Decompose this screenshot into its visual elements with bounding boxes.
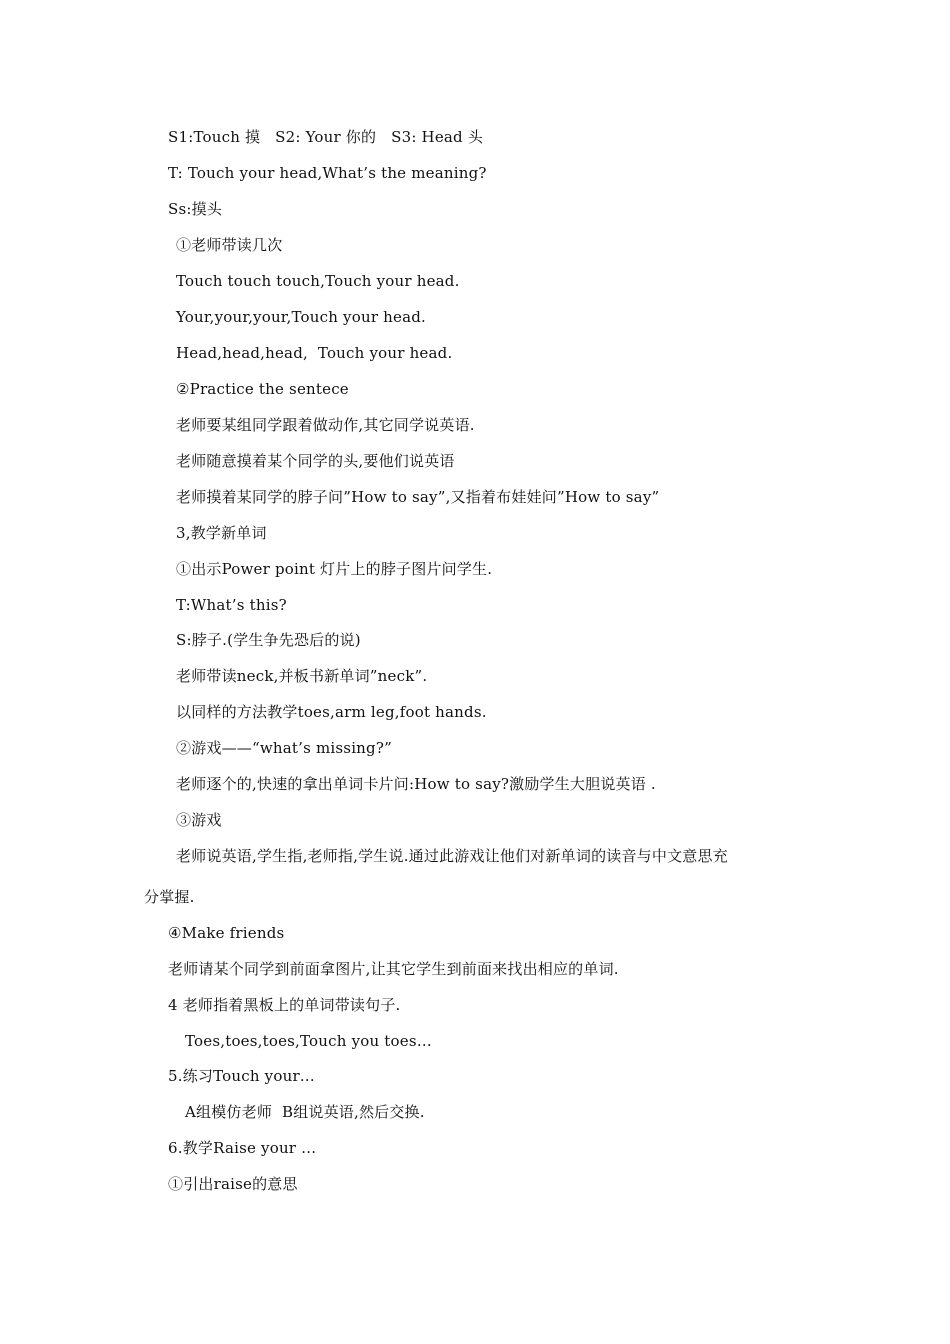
text-line: S1:Touch 摸 S2: Your 你的 S3: Head 头 [168, 128, 484, 146]
text-line: 分掌握. [144, 888, 195, 906]
text-line: 老师带读neck,并板书新单词”neck”. [176, 667, 428, 685]
text-line: Ss:摸头 [168, 200, 223, 218]
text-line: 老师随意摸着某个同学的头,要他们说英语 [176, 452, 455, 470]
text-line: 老师请某个同学到前面拿图片,让其它学生到前面来找出相应的单词. [168, 960, 619, 978]
text-line: 老师摸着某同学的脖子问”How to say”,又指着布娃娃问”How to say” [176, 488, 660, 506]
text-line: S:脖子.(学生争先恐后的说) [176, 631, 361, 649]
text-line: 4 老师指着黑板上的单词带读句子. [168, 996, 401, 1014]
text-line: ③游戏 [176, 811, 222, 829]
text-line: Toes,toes,toes,Touch you toes… [185, 1032, 432, 1050]
text-line: T: Touch your head,What’s the meaning? [168, 164, 487, 182]
text-line: 6.教学Raise your … [168, 1139, 317, 1157]
text-line: Head,head,head, Touch your head. [176, 344, 453, 362]
text-line: Touch touch touch,Touch your head. [176, 272, 460, 290]
text-line: 老师说英语,学生指,老师指,学生说.通过此游戏让他们对新单词的读音与中文意思充 [176, 847, 728, 865]
text-line: 5.练习Touch your… [168, 1067, 316, 1085]
text-line: ①出示Power point 灯片上的脖子图片问学生. [176, 560, 493, 578]
text-line: 老师要某组同学跟着做动作,其它同学说英语. [176, 416, 475, 434]
text-line: ②Practice the sentece [176, 380, 349, 398]
text-line: 3,教学新单词 [176, 524, 267, 542]
text-line: Your,your,your,Touch your head. [176, 308, 427, 326]
text-line: ②游戏——“what’s missing?” [176, 739, 392, 757]
text-line: A组模仿老师 B组说英语,然后交换. [185, 1103, 425, 1121]
text-line: ①引出raise的意思 [168, 1175, 298, 1193]
text-line: ①老师带读几次 [176, 236, 283, 254]
text-line: 老师逐个的,快速的拿出单词卡片问:How to say?激励学生大胆说英语 . [176, 775, 656, 793]
text-line: 以同样的方法教学toes,arm leg,foot hands. [176, 703, 487, 721]
text-line: ④Make friends [168, 924, 285, 942]
text-line: T:What’s this? [176, 596, 287, 614]
